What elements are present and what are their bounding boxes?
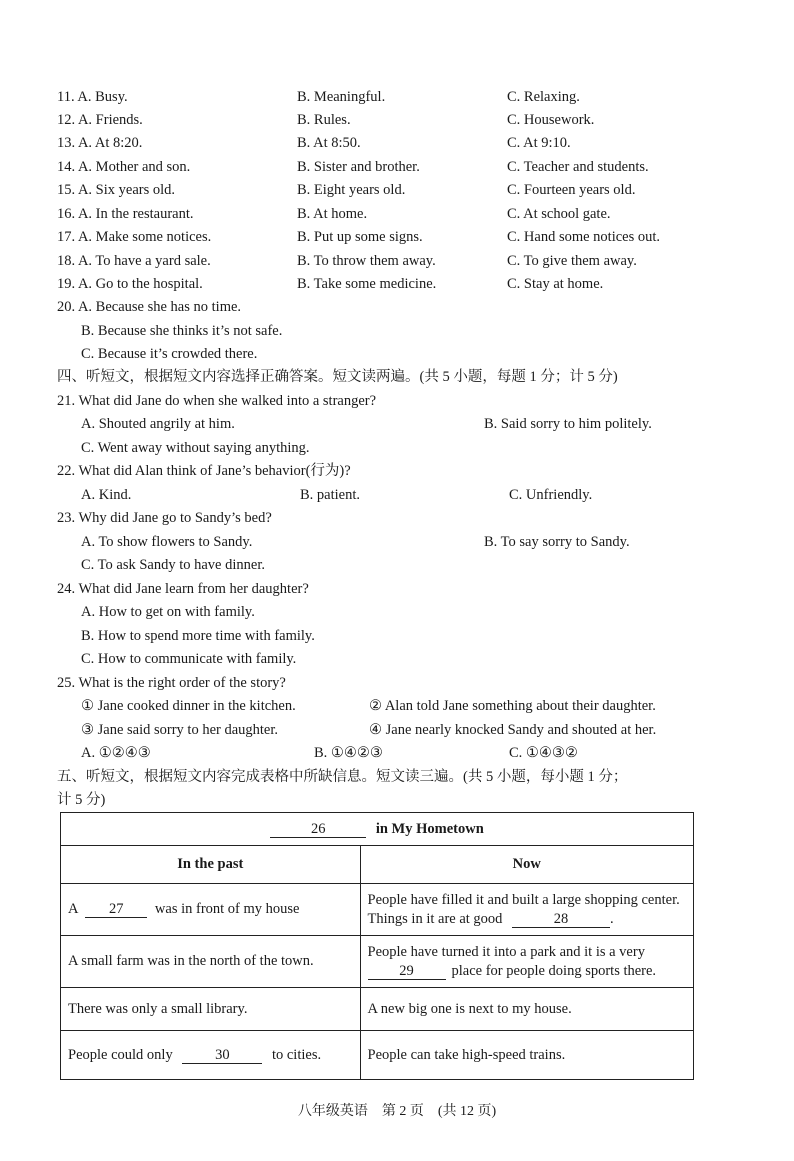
option-a: 19. A. Go to the hospital. <box>57 276 203 292</box>
option-b: B. Sister and brother. <box>297 159 420 175</box>
option-c: C. Went away without saying anything. <box>81 440 310 456</box>
table-row <box>61 988 694 1031</box>
option-a: 17. A. Make some notices. <box>57 229 212 245</box>
option-c: C. At 9:10. <box>507 135 571 151</box>
past-cell <box>61 884 361 936</box>
page-footer: 八年级英语 第 2 页 (共 12 页) <box>297 1104 497 1119</box>
option-c: C. To ask Sandy to have dinner. <box>81 557 265 573</box>
blank-26[interactable]: 26 <box>270 822 366 838</box>
option-b: B. Take some medicine. <box>297 276 437 292</box>
cell-text: People have turned it into a park and it is a very <box>367 943 645 960</box>
now-cell <box>360 884 693 936</box>
info-table <box>60 812 694 1080</box>
past-cell <box>61 1031 361 1080</box>
now-cell: People can take high-speed trains. <box>360 1031 693 1080</box>
option-a: A. Shouted angrily at him. <box>81 416 235 432</box>
option-b: B. patient. <box>300 487 361 503</box>
option-b: B. Said sorry to him politely. <box>484 416 652 432</box>
past-cell: A small farm was in the north of the town. <box>61 936 361 988</box>
event-4: ④ Jane nearly knocked Sandy and shouted at her. <box>369 722 657 738</box>
option-b: B. At 8:50. <box>297 135 361 151</box>
option-a: A. To show flowers to Sandy. <box>81 534 253 550</box>
option-c: C. How to communicate with family. <box>81 651 297 667</box>
blank-30[interactable]: 30 <box>182 1048 262 1064</box>
blank-28[interactable]: 28 <box>512 912 610 928</box>
option-b: B. How to spend more time with family. <box>81 628 315 644</box>
option-c: C. Housework. <box>507 112 595 128</box>
option-b: B. To throw them away. <box>297 253 436 269</box>
option-a: 13. A. At 8:20. <box>57 135 143 151</box>
cell-text: A <box>68 901 78 917</box>
question-stem: 23. Why did Jane go to Sandy’s bed? <box>57 510 272 526</box>
cell-text: was in front of my house <box>154 901 300 917</box>
past-cell: There was only a small library. <box>61 988 361 1031</box>
option-b: B. To say sorry to Sandy. <box>484 534 630 550</box>
table-row <box>61 1031 694 1080</box>
question-stem: 22. What did Alan think of Jane’s behavior(行为)? <box>57 463 351 479</box>
option-a: 14. A. Mother and son. <box>57 159 191 175</box>
cell-text: People could only <box>68 1046 173 1063</box>
cell-text: People have filled it and built a large shopping center. Things in it are at good <box>367 891 680 927</box>
option-c: C. Because it’s crowded there. <box>81 346 258 362</box>
now-cell <box>360 936 693 988</box>
cell-text: . <box>610 910 614 927</box>
option-c: C. Relaxing. <box>507 89 580 105</box>
option-c: C. Fourteen years old. <box>507 182 636 198</box>
option-b: B. Meaningful. <box>297 89 386 105</box>
table-title-text: in My Hometown <box>375 820 484 837</box>
event-3: ③ Jane said sorry to her daughter. <box>81 722 279 738</box>
option-c: C. Hand some notices out. <box>507 229 661 245</box>
option-a: 20. A. Because she has no time. <box>57 299 242 315</box>
cell-text: place for people doing sports there. <box>451 962 657 979</box>
option-a: A. Kind. <box>81 487 132 503</box>
option-a: A. ①②④③ <box>81 745 151 761</box>
cell-text: to cities. <box>271 1046 322 1063</box>
option-c: C. At school gate. <box>507 206 611 222</box>
table-row <box>61 884 694 936</box>
option-b: B. Eight years old. <box>297 182 406 198</box>
blank-29[interactable]: 29 <box>368 964 446 980</box>
option-c: C. ①④③② <box>509 745 578 761</box>
blank-27[interactable]: 27 <box>85 902 147 918</box>
option-a: A. How to get on with family. <box>81 604 255 620</box>
option-a: 16. A. In the restaurant. <box>57 206 194 222</box>
option-b: B. Because she thinks it’s not safe. <box>81 323 283 339</box>
question-stem: 24. What did Jane learn from her daughter? <box>57 581 309 597</box>
table-title <box>61 813 694 846</box>
table-row <box>61 936 694 988</box>
option-a: 11. A. Busy. <box>57 89 128 105</box>
option-b: B. At home. <box>297 206 368 222</box>
option-b: B. Rules. <box>297 112 351 128</box>
option-a: 15. A. Six years old. <box>57 182 176 198</box>
option-c: C. Unfriendly. <box>509 487 593 503</box>
event-1: ① Jane cooked dinner in the kitchen. <box>81 698 296 714</box>
question-stem: 21. What did Jane do when she walked into a stranger? <box>57 393 377 409</box>
section-5-heading: 五、听短文，根据短文内容完成表格中所缺信息。短文读三遍。(共 5 小题，每小题 1 分； <box>57 769 628 785</box>
option-c: C. To give them away. <box>507 253 637 269</box>
option-b: B. Put up some signs. <box>297 229 423 245</box>
column-header-now: Now <box>360 846 693 884</box>
event-2: ② Alan told Jane something about their daughter. <box>369 698 656 714</box>
option-b: B. ①④②③ <box>314 745 383 761</box>
section-4-heading: 四、听短文，根据短文内容选择正确答案。短文读两遍。(共 5 小题，每题 1 分；计 5 分) <box>57 369 618 385</box>
column-header-past: In the past <box>61 846 361 884</box>
option-a: 12. A. Friends. <box>57 112 143 128</box>
now-cell: A new big one is next to my house. <box>360 988 693 1031</box>
section-5-heading-cont: 计 5 分) <box>57 792 106 808</box>
option-c: C. Teacher and students. <box>507 159 649 175</box>
question-stem: 25. What is the right order of the story? <box>57 675 286 691</box>
option-c: C. Stay at home. <box>507 276 604 292</box>
option-a: 18. A. To have a yard sale. <box>57 253 211 269</box>
